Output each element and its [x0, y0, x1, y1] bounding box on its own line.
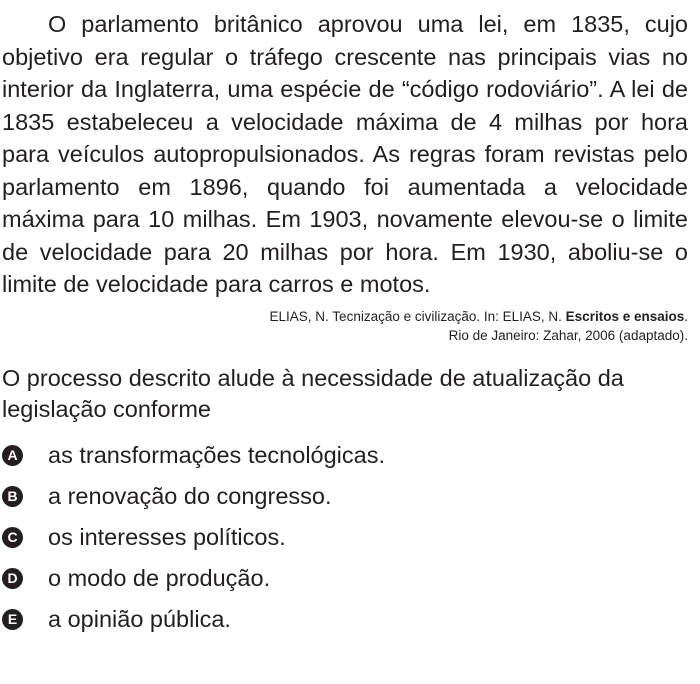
option-e-text: a opinião pública.: [48, 605, 231, 632]
option-d[interactable]: [2, 558, 688, 599]
citation-suffix: .: [684, 308, 688, 324]
citation-prefix: ELIAS, N. Tecnização e civilização. In: ELIAS, N.: [269, 308, 566, 324]
question-stem: O processo descrito alude à necessidade de atualização da legislação conforme: [2, 364, 624, 422]
option-c-text: os interesses políticos.: [48, 523, 286, 550]
option-b-letter-badge: B: [2, 486, 23, 507]
answer-options: [2, 435, 688, 640]
option-c-letter-badge: C: [2, 527, 23, 548]
option-d-letter-badge: D: [2, 568, 23, 589]
citation-line-2: Rio de Janeiro: Zahar, 2006 (adaptado).: [448, 327, 688, 343]
option-d-text: o modo de produção.: [48, 564, 271, 591]
option-b[interactable]: [2, 476, 688, 517]
passage-text: O parlamento britânico aprovou uma lei, em 1835, cujo objetivo era regular o tráfego crescente nas principais vias no interior da Inglaterra, uma espécie de “código rodoviário”. A lei de 1835 estabeleceu a velocidade máxima de 4 milhas por hora para veículos autopropulsionados. As regras foram revistas pelo parlamento em 1896, quando foi aumentada a velocidade máxima para 10 milhas. Em 1903, novamente elevou-se o limite de velocidade para 20 milhas por hora. Em 1930, aboliu-se o limite de velocidade para carros e motos.: [2, 11, 688, 297]
option-a[interactable]: [2, 435, 688, 476]
option-e[interactable]: [2, 599, 688, 640]
option-b-text: a renovação do congresso.: [48, 482, 332, 509]
citation: [2, 307, 688, 345]
option-a-text: as transformações tecnológicas.: [48, 441, 385, 468]
option-c[interactable]: [2, 517, 688, 558]
option-e-letter-badge: E: [2, 609, 23, 630]
citation-line-1: [2, 307, 688, 326]
citation-book-title: Escritos e ensaios: [565, 308, 685, 324]
option-a-letter-badge: A: [2, 445, 23, 466]
